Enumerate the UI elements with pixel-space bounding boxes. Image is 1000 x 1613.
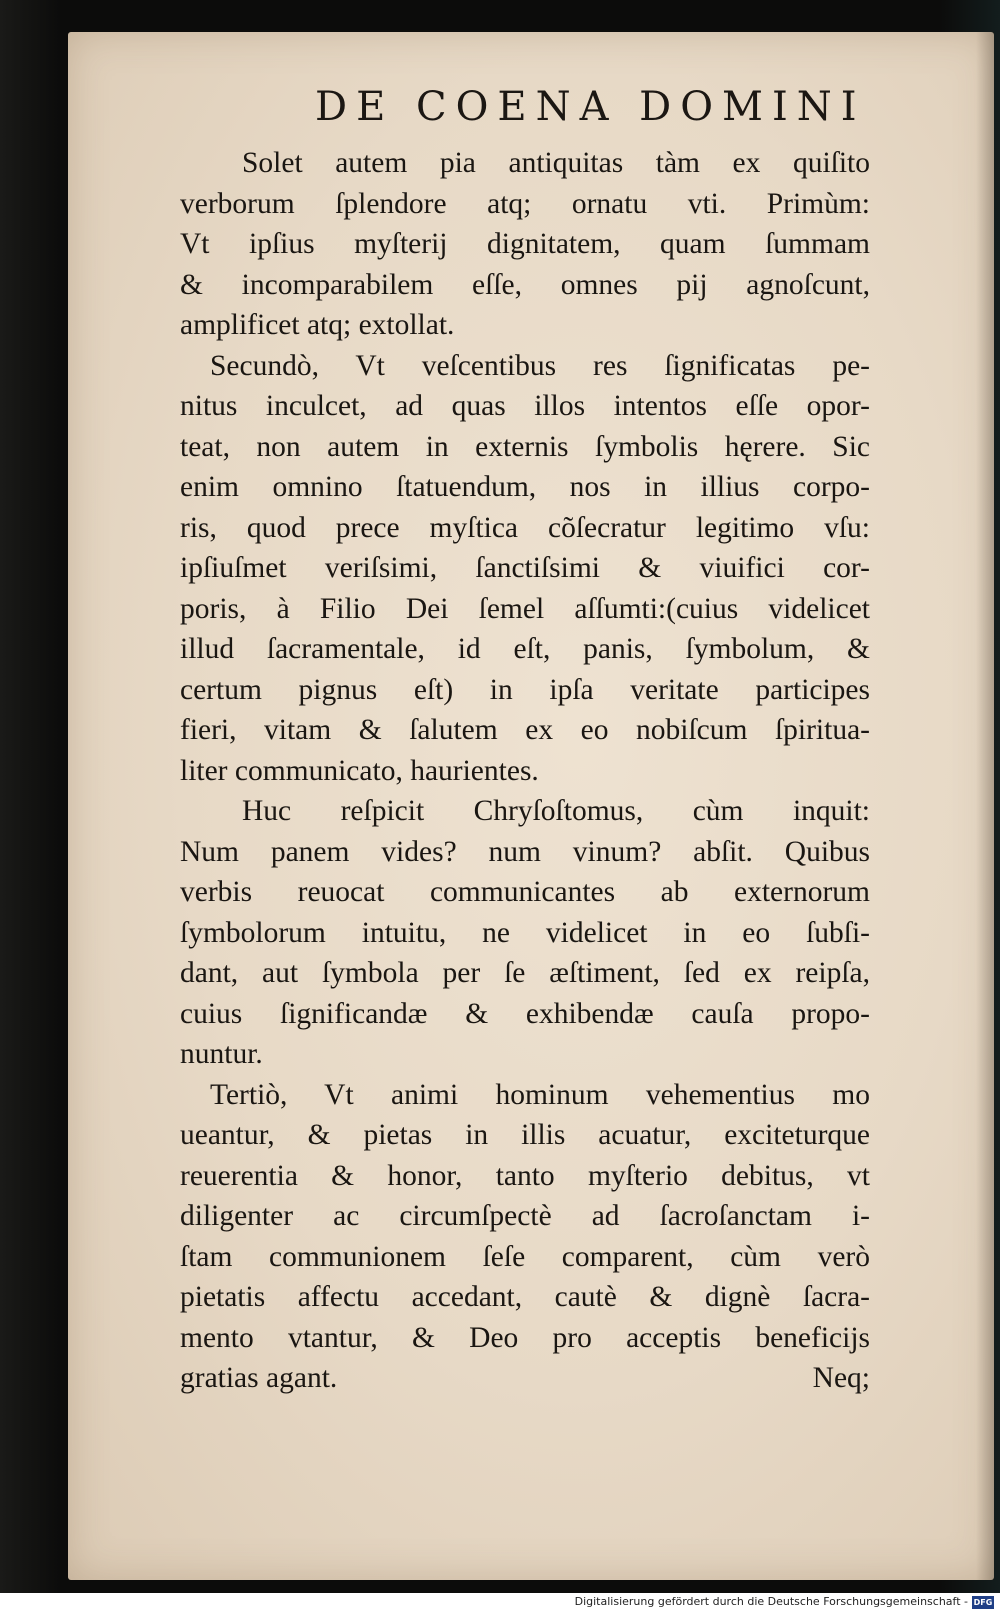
text-line: Huc reſpicit Chryſoſtomus, cùm inquit: <box>242 795 870 827</box>
text-line: verbis reuocat communicantes ab externorum <box>180 876 870 908</box>
text-line: dant, aut ſymbola per ſe æſtiment, ſed ex reipſa, <box>180 957 870 989</box>
text-line: mento vtantur, & Deo pro acceptis beneficijs <box>180 1321 870 1354</box>
catchword: Neq; <box>812 1362 870 1394</box>
text-line: ueantur, & pietas in illis acuatur, exciteturque <box>180 1119 870 1151</box>
text-line: Num panem vides? num vinum? abſit. Quibus <box>180 835 870 868</box>
text-line: Secundò, Vt veſcentibus res ſignificatas pe- <box>210 349 870 382</box>
text-line: liter communicato, haurientes. <box>180 754 539 787</box>
text-line: & incomparabilem eſſe, omnes pij agnoſcunt, <box>180 268 870 301</box>
text-line: nuntur. <box>180 1038 263 1070</box>
text-line: Tertiò, Vt animi hominum vehementius mo <box>210 1078 870 1111</box>
running-head: DE COENA DOMINI <box>315 84 866 130</box>
text-line: ris, quod prece myſtica cõſecratur legitimo vſu: <box>180 511 870 544</box>
page-text <box>180 143 870 1399</box>
funding-notice: Digitalisierung gefördert durch die Deutsche Forschungsgemeinschaft - <box>574 1595 968 1608</box>
text-line: reuerentia & honor, tanto myſterio debitus, vt <box>180 1159 870 1192</box>
text-line: Solet autem pia antiquitas tàm ex quiſito <box>242 147 870 179</box>
page-edge-shadow <box>976 32 994 1580</box>
text-line: amplificet atq; extollat. <box>180 309 455 341</box>
dfg-logo-icon: DFG <box>973 1598 993 1607</box>
text-line: fieri, vitam & ſalutem ex eo nobiſcum ſpiritua- <box>180 714 870 746</box>
final-line <box>180 1358 870 1399</box>
text-line: verborum ſplendore atq; ornatu vti. Primùm: <box>180 187 870 220</box>
text-line: ipſiuſmet veriſsimi, ſanctiſsimi & viuifici cor- <box>180 552 870 584</box>
text-line: cuius ſignificandæ & exhibendæ cauſa propo- <box>180 997 870 1030</box>
text-line: enim omnino ſtatuendum, nos in illius corpo- <box>180 471 870 503</box>
text-line: illud ſacramentale, id eſt, panis, ſymbolum, & <box>180 633 870 665</box>
text-line: diligenter ac circumſpectè ad ſacroſanctam i- <box>180 1200 870 1232</box>
text-line: Vt ipſius myſterij dignitatem, quam ſummam <box>180 228 870 260</box>
text-line: gratias agant. <box>180 1362 338 1394</box>
text-line: pietatis affectu accedant, cautè & dignè ſacra- <box>180 1281 870 1313</box>
text-line: teat, non autem in externis ſymbolis hęrere. Sic <box>180 430 870 463</box>
text-line: poris, à Filio Dei ſemel aſſumti:(cuius videlicet <box>180 592 870 625</box>
text-line: certum pignus eſt) in ipſa veritate participes <box>180 673 870 706</box>
text-line: nitus inculcet, ad quas illos intentos eſſe opor- <box>180 390 870 422</box>
footer-bar <box>0 1593 1000 1613</box>
text-line: ſtam communionem ſeſe comparent, cùm verò <box>180 1240 870 1273</box>
text-line: ſymbolorum intuitu, ne videlicet in eo ſubſi- <box>180 916 870 949</box>
